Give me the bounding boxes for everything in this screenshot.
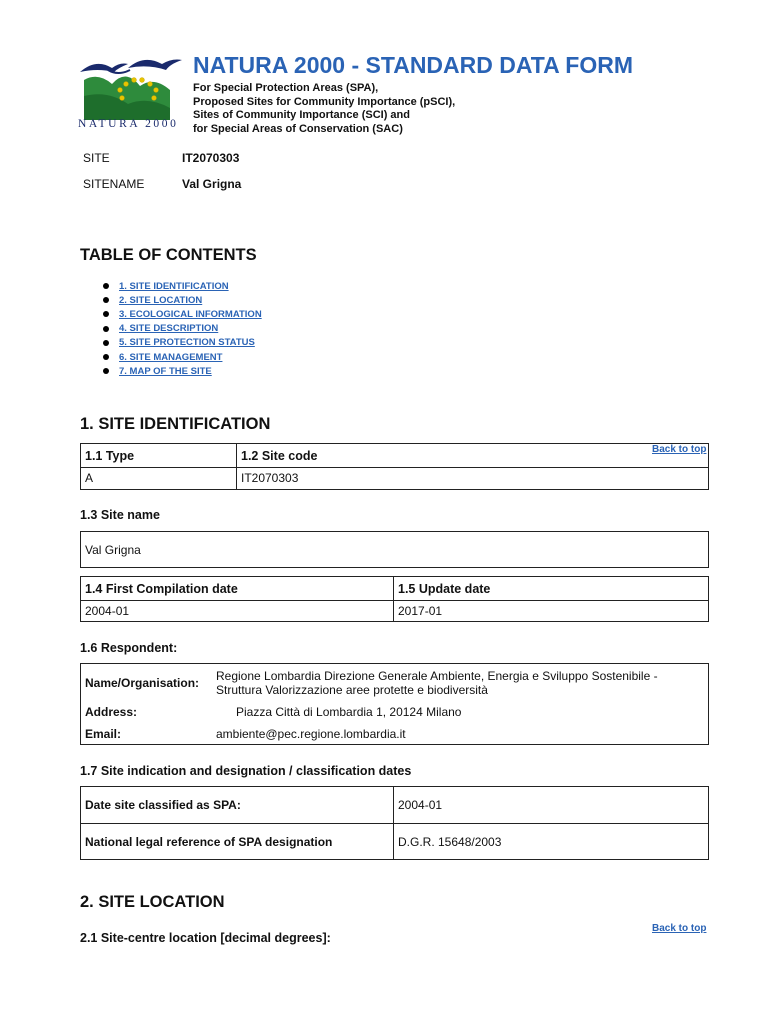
table-divider (80, 600, 709, 601)
bird-landscape-icon (78, 50, 186, 120)
update-date-value: 2017-01 (398, 604, 443, 618)
site-code-value: IT2070303 (182, 151, 240, 165)
toc-link-site-description[interactable]: 4. SITE DESCRIPTION (119, 323, 219, 335)
bullet-icon (103, 368, 109, 374)
respondent-bottom-border (80, 744, 709, 745)
org-value-line: Struttura Valorizzazione aree protette e biodiversità (216, 683, 488, 697)
toc-link-ecological-information[interactable]: 3. ECOLOGICAL INFORMATION (119, 308, 262, 320)
spa-date-label: Date site classified as SPA: (85, 798, 241, 812)
type-value: A (85, 471, 94, 485)
legal-ref-label: National legal reference of SPA designation (85, 835, 333, 849)
back-to-top-link[interactable]: Back to top (652, 444, 707, 455)
site-label: SITE (83, 151, 110, 165)
toc-list (103, 279, 262, 378)
toc-item (103, 336, 262, 350)
respondent-right-border (708, 663, 709, 745)
toc-link-site-management[interactable]: 6. SITE MANAGEMENT (119, 351, 223, 363)
toc-link-map-of-site[interactable]: 7. MAP OF THE SITE (119, 365, 212, 377)
site-centre-heading: 2.1 Site-centre location [decimal degrees]: (80, 931, 331, 945)
section-2-title: 2. SITE LOCATION (80, 893, 225, 911)
site-name-value: Val Grigna (85, 543, 141, 557)
site-name-box (80, 531, 709, 568)
type-label: 1.1 Type (85, 449, 135, 463)
page-subtitle (193, 82, 455, 136)
legal-ref-value: D.G.R. 15648/2003 (398, 835, 502, 849)
toc-item (103, 293, 262, 307)
bullet-icon (103, 283, 109, 289)
back-to-top-link[interactable]: Back to top (652, 923, 707, 934)
toc-link-site-location[interactable]: 2. SITE LOCATION (119, 294, 203, 306)
subtitle-line: for Special Areas of Conservation (SAC) (193, 122, 403, 135)
toc-item (103, 307, 262, 321)
spa-date-value: 2004-01 (398, 798, 443, 812)
table-divider (393, 576, 394, 622)
site-name-heading: 1.3 Site name (80, 508, 160, 522)
designation-heading: 1.7 Site indication and designation / classification dates (80, 764, 412, 778)
table-divider (80, 823, 709, 824)
table-divider (80, 467, 709, 468)
page-title: NATURA 2000 - STANDARD DATA FORM (193, 52, 633, 78)
natura-2000-logo (78, 50, 186, 134)
sitename-label: SITENAME (83, 177, 145, 191)
email-label: Email: (85, 727, 122, 741)
org-label: Name/Organisation: (85, 676, 200, 690)
section-1-title: 1. SITE IDENTIFICATION (80, 415, 271, 433)
bullet-icon (103, 354, 109, 360)
address-label: Address: (85, 705, 138, 719)
address-value: Piazza Città di Lombardia 1, 20124 Milano (236, 705, 462, 719)
toc-item (103, 364, 262, 378)
toc-link-site-identification[interactable]: 1. SITE IDENTIFICATION (119, 280, 229, 292)
update-date-label: 1.5 Update date (398, 582, 491, 596)
respondent-heading: 1.6 Respondent: (80, 641, 178, 655)
subtitle-line: For Special Protection Areas (SPA), (193, 82, 379, 94)
org-value-line: Regione Lombardia Direzione Generale Ambiente, Energia e Sviluppo Sostenibile - (216, 669, 658, 683)
first-compilation-value: 2004-01 (85, 604, 130, 618)
subtitle-line: Sites of Community Importance (SCI) and (193, 109, 410, 121)
toc-item (103, 322, 262, 336)
email-value: ambiente@pec.regione.lombardia.it (216, 727, 406, 741)
bullet-icon (103, 311, 109, 317)
toc-item (103, 279, 262, 293)
site-code-label: 1.2 Site code (241, 449, 318, 463)
toc-title: TABLE OF CONTENTS (80, 246, 257, 264)
org-value (216, 669, 658, 697)
respondent-left-border (80, 663, 81, 745)
subtitle-line: Proposed Sites for Community Importance (pSCI), (193, 95, 456, 108)
toc-item (103, 350, 262, 364)
bullet-icon (103, 297, 109, 303)
bullet-icon (103, 326, 109, 332)
respondent-top-border (80, 663, 709, 664)
bullet-icon (103, 340, 109, 346)
toc-link-site-protection-status[interactable]: 5. SITE PROTECTION STATUS (119, 337, 255, 349)
sitename-value: Val Grigna (182, 177, 242, 191)
logo-wordmark: NATURA 2000 (78, 118, 179, 130)
site-code-cell-value: IT2070303 (241, 471, 299, 485)
first-compilation-label: 1.4 First Compilation date (85, 582, 238, 596)
